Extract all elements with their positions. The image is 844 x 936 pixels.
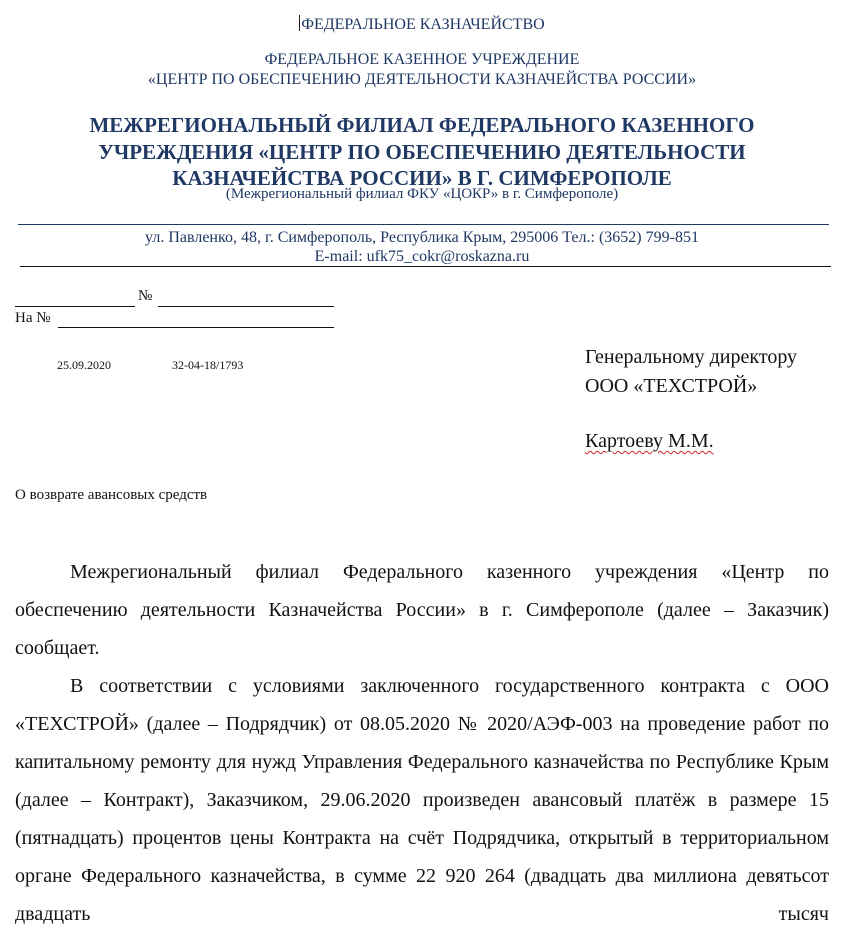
addressee-company: ООО «ТЕХСТРОЙ» [585, 375, 758, 397]
registration-date: 25.09.2020 [57, 358, 111, 372]
institution-line-1: ФЕДЕРАЛЬНОЕ КАЗЕННОЕ УЧРЕЖДЕНИЕ [264, 51, 580, 68]
outgoing-number-line [158, 306, 334, 307]
number-sign: № [138, 288, 153, 304]
addressee-position: Генеральному директору [585, 346, 798, 368]
branch-title-line-3: КАЗНАЧЕЙСТВА РОССИИ» В Г. СИМФЕРОПОЛЕ [172, 166, 672, 190]
branch-title [0, 112, 844, 192]
on-number-label: На № [15, 310, 51, 326]
branch-title-line-2: УЧРЕЖДЕНИЯ «ЦЕНТР ПО ОБЕСПЕЧЕНИЮ ДЕЯТЕЛЬНОСТИ [98, 139, 746, 164]
address: ул. Павленко, 48, г. Симферополь, Республика Крым, 295006 Тел.: (3652) 799-851 [145, 229, 699, 246]
institution-line-2: «ЦЕНТР ПО ОБЕСПЕЧЕНИЮ ДЕЯТЕЛЬНОСТИ КАЗНАЧЕЙСТВА РОССИИ» [147, 71, 697, 88]
registration-number: 32-04-18/1793 [172, 358, 244, 372]
body-paragraph-1: Межрегиональный филиал Федерального казенного учреждения «Центр по обеспечению деятельности Казначейства России» в г. Симферополе (далее – Заказчик) сообщает. [15, 561, 829, 659]
subject: О возврате авансовых средств [15, 487, 208, 503]
header-divider-bottom [20, 266, 831, 267]
agency-text: ФЕДЕРАЛЬНОЕ КАЗНАЧЕЙСТВО [301, 16, 545, 33]
addressee-name [585, 430, 714, 453]
email: E-mail: ufk75_cokr@roskazna.ru [314, 248, 530, 265]
outgoing-date-line [15, 306, 135, 307]
branch-abbreviation: (Межрегиональный филиал ФКУ «ЦОКР» в г. Симферополе) [225, 186, 619, 202]
header-divider-top [18, 224, 829, 225]
addressee-name-text: Картоеву М.М. [585, 430, 714, 452]
branch-title-line-1: МЕЖРЕГИОНАЛЬНЫЙ ФИЛИАЛ ФЕДЕРАЛЬНОГО КАЗЕННОГО [89, 113, 755, 137]
on-number-line [58, 327, 334, 328]
letter-body [15, 553, 829, 933]
agency-name [0, 15, 844, 34]
body-paragraph-2: В соответствии с условиями заключенного государственного контракта с ООО «ТЕХСТРОЙ» (далее – Подрядчик) от 08.05.2020 № 2020/АЭФ-003 на проведение работ по капитальному ремонту для нужд Управления Федерального казначейства по Республике Крым (далее – Контракт), Заказчиком, 29.06.2020 произведен авансовый платёж в размере 15 (пятнадцать) процентов цены Контракта на счёт Подрядчика, открытый в территориальном органе Федерального казначейства, в сумме 22 920 264 (двадцать два миллиона девятьсот двадцать тысяч [15, 675, 829, 925]
